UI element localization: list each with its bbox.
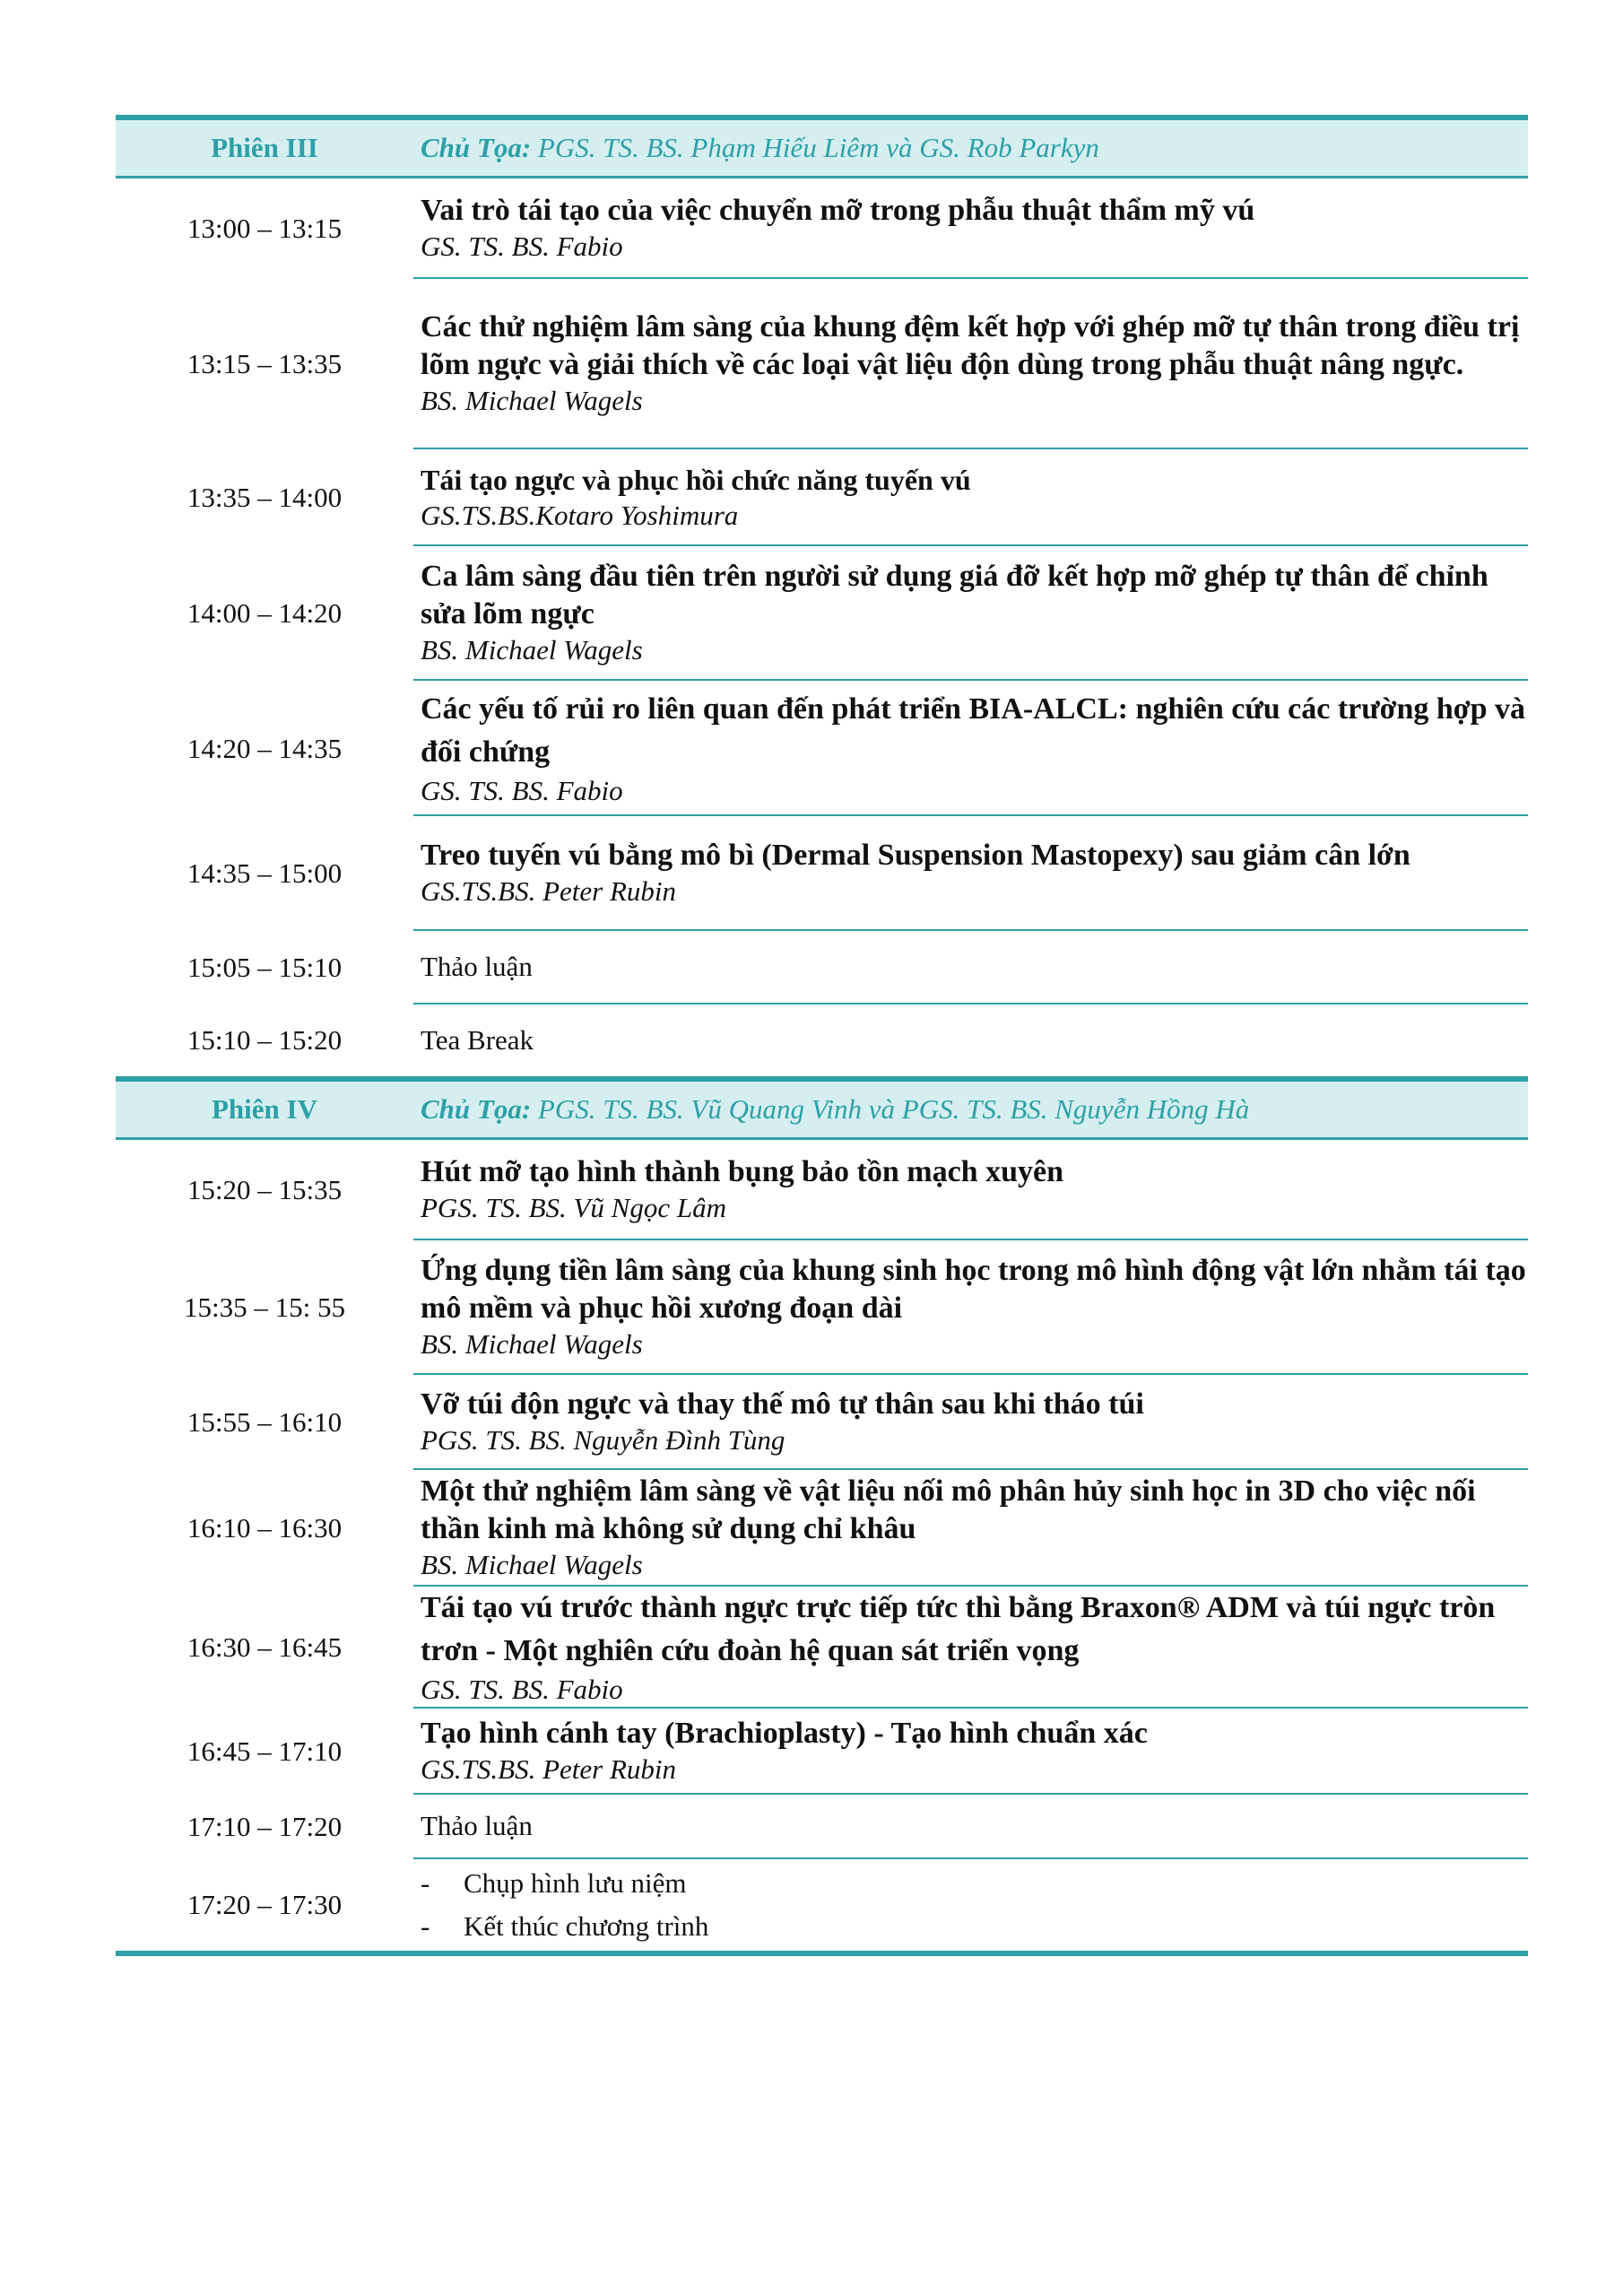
chair-names: PGS. TS. BS. Vũ Quang Vinh và PGS. TS. BS. Nguyễn Hồng Hà <box>531 1093 1250 1125</box>
talk-cell <box>413 1140 1528 1240</box>
time-slot: 15:35 – 15: 55 <box>184 1292 345 1323</box>
talk-cell <box>413 1709 1528 1795</box>
agenda-row <box>116 681 1528 816</box>
chair-names: PGS. TS. BS. Phạm Hiếu Liêm và GS. Rob Parkyn <box>531 132 1099 163</box>
agenda-row <box>116 546 1528 681</box>
closing-list <box>413 1859 1528 1951</box>
chair-label: Chủ Tọa: <box>421 132 532 163</box>
talk-cell <box>413 1795 1528 1859</box>
time-slot: 17:20 – 17:30 <box>187 1889 343 1920</box>
talk-cell <box>413 931 1528 1004</box>
session-header <box>116 120 1528 178</box>
talk-cell <box>413 1375 1528 1470</box>
talk-cell <box>413 546 1528 681</box>
talk-title: Các thử nghiệm lâm sàng của khung đệm kết hợp với ghép mỡ tự thân trong điều trị lõm ngực và giải thích về các loại vật liệu độn dùng trong phẫu thuật nâng ngực. <box>421 310 1520 381</box>
talk-cell <box>413 178 1528 279</box>
time-slot: 15:10 – 15:20 <box>187 1024 343 1056</box>
talk-title: Một thử nghiệm lâm sàng về vật liệu nối mô phân hủy sinh học in 3D cho việc nối thần kinh mà không sử dụng chỉ khâu <box>421 1474 1476 1545</box>
speaker-name: BS. Michael Wagels <box>421 1549 643 1580</box>
agenda-row <box>116 449 1528 546</box>
speaker-name: GS. TS. BS. Fabio <box>421 1674 623 1705</box>
list-item <box>421 1905 1528 1948</box>
agenda-row <box>116 1587 1528 1709</box>
agenda-row <box>116 1375 1528 1470</box>
chair-label: Chủ Tọa: <box>421 1093 532 1125</box>
speaker-name: GS.TS.BS. Peter Rubin <box>421 875 676 907</box>
time-slot: 15:20 – 15:35 <box>187 1174 343 1205</box>
talk-cell <box>413 1004 1528 1076</box>
talk-title: Hút mỡ tạo hình thành bụng bảo tồn mạch xuyên <box>421 1155 1063 1188</box>
time-slot: 14:00 – 14:20 <box>187 597 343 629</box>
time-slot: 13:15 – 13:35 <box>187 348 343 379</box>
discussion-label: Thảo luận <box>421 951 533 982</box>
agenda-row <box>116 279 1528 449</box>
talk-cell <box>413 449 1528 546</box>
talk-title: Vai trò tái tạo của việc chuyển mỡ trong phẫu thuật thẩm mỹ vú <box>421 194 1255 227</box>
speaker-name: GS.TS.BS.Kotaro Yoshimura <box>421 500 739 531</box>
agenda-row <box>116 1709 1528 1795</box>
speaker-name: GS. TS. BS. Fabio <box>421 774 623 806</box>
time-slot: 16:10 – 16:30 <box>187 1512 343 1544</box>
agenda-row <box>116 1004 1528 1076</box>
talk-cell <box>413 1240 1528 1375</box>
speaker-name: BS. Michael Wagels <box>421 1328 643 1360</box>
speaker-name: BS. Michael Wagels <box>421 634 643 665</box>
time-slot: 16:45 – 17:10 <box>187 1735 343 1767</box>
bullet-dash: - <box>421 1910 430 1942</box>
agenda-row <box>116 1240 1528 1375</box>
break-label: Tea Break <box>421 1024 534 1056</box>
talk-cell <box>413 1587 1528 1709</box>
speaker-name: PGS. TS. BS. Vũ Ngọc Lâm <box>421 1192 726 1223</box>
bullet-dash: - <box>421 1867 430 1899</box>
speaker-name: PGS. TS. BS. Nguyễn Đình Tùng <box>421 1424 785 1456</box>
talk-title: Tái tạo ngực và phục hồi chức năng tuyến vú <box>421 464 971 496</box>
talk-title: Tái tạo vú trước thành ngực trực tiếp tức thì bằng Braxon® ADM và túi ngực tròn trơn - Một nghiên cứu đoàn hệ quan sát triển vọng <box>421 1591 1496 1667</box>
session-header <box>116 1082 1528 1140</box>
session-iii <box>116 115 1528 1076</box>
talk-cell <box>413 279 1528 449</box>
time-slot: 14:35 – 15:00 <box>187 857 343 889</box>
agenda-row <box>116 931 1528 1004</box>
time-slot: 16:30 – 16:45 <box>187 1631 343 1663</box>
session-iv <box>116 1076 1528 1951</box>
talk-cell <box>413 681 1528 816</box>
speaker-name: GS.TS.BS. Peter Rubin <box>421 1753 676 1785</box>
talk-cell <box>413 1470 1528 1587</box>
speaker-name: BS. Michael Wagels <box>421 385 643 416</box>
agenda-row <box>116 1859 1528 1951</box>
talk-title: Treo tuyến vú bằng mô bì (Dermal Suspension Mastopexy) sau giảm cân lớn <box>421 839 1410 872</box>
session-chairs <box>413 1093 1528 1126</box>
talk-title: Các yếu tố rủi ro liên quan đến phát triển BIA-ALCL: nghiên cứu các trường hợp và đối chứng <box>421 691 1526 769</box>
agenda-row <box>116 816 1528 931</box>
discussion-label: Thảo luận <box>421 1810 533 1841</box>
talk-cell <box>413 816 1528 931</box>
list-item-text: Chụp hình lưu niệm <box>464 1867 687 1899</box>
time-slot: 17:10 – 17:20 <box>187 1811 343 1842</box>
session-label: Phiên IV <box>212 1093 317 1125</box>
list-item <box>421 1862 1528 1905</box>
time-slot: 15:55 – 16:10 <box>187 1406 343 1438</box>
agenda-row <box>116 1140 1528 1240</box>
agenda-row <box>116 1795 1528 1859</box>
agenda-row <box>116 1470 1528 1587</box>
agenda-page <box>116 115 1528 1956</box>
talk-title: Tạo hình cánh tay (Brachioplasty) - Tạo hình chuẩn xác <box>421 1717 1148 1750</box>
talk-title: Vỡ túi độn ngực và thay thế mô tự thân sau khi tháo túi <box>421 1387 1144 1421</box>
talk-title: Ca lâm sàng đầu tiên trên người sử dụng giá đỡ kết hợp mỡ ghép tự thân để chỉnh sửa lõm ngực <box>421 560 1488 631</box>
list-item-text: Kết thúc chương trình <box>464 1910 709 1942</box>
time-slot: 15:05 – 15:10 <box>187 952 343 983</box>
time-slot: 13:35 – 14:00 <box>187 482 343 513</box>
talk-title: Ứng dụng tiền lâm sàng của khung sinh học trong mô hình động vật lớn nhằm tái tạo mô mềm và phục hồi xương đoạn dài <box>421 1254 1526 1325</box>
speaker-name: GS. TS. BS. Fabio <box>421 230 623 262</box>
agenda-row <box>116 178 1528 279</box>
session-chairs <box>413 132 1528 164</box>
time-slot: 14:20 – 14:35 <box>187 732 343 764</box>
session-label: Phiên III <box>211 132 318 163</box>
bottom-rule <box>116 1951 1528 1956</box>
time-slot: 13:00 – 13:15 <box>187 213 343 244</box>
